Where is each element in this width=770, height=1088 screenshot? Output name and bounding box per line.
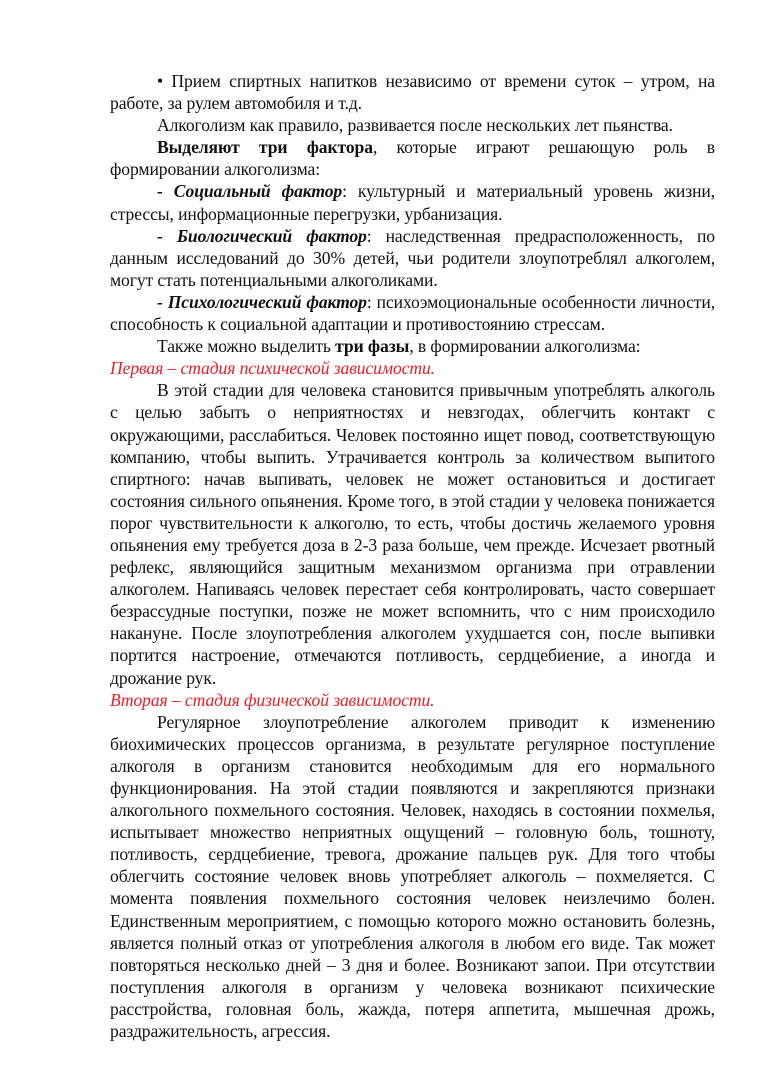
three-phases-post: , в формировании алкоголизма: — [409, 336, 641, 357]
stage-one-text: В этой стадии для человека становится привычным употреблять алкоголь с целью забыть о неприятностях и невзгодах, облегчить контакт с окружающими, расслабиться. Человек постоянно ищет повод, соответствующую компанию, чтобы выпить. Утрачивается контроль за количеством выпитого спиртного: начав выпивать, человек не может остановиться и достигает состояния сильного опьянения. Кроме того, в этой стадии у человека понижается порог чувствительности к алкоголю, то есть, чтобы достичь желаемого уровня опьянения ему требуется доза в 2-3 раза больше, чем прежде. Исчезает рвотный рефлекс, являющийся защитным механизмом организма при отравлении алкоголем. Напиваясь человек перестает себя контролировать, часто совершает безрассудные поступки, позже не может вспомнить, что с ним происходило накануне. После злоупотребления алкоголем ухудшается сон, после выпивки портится настроение, отмечаются потливость, сердцебиение, а иногда и дрожание рук. — [110, 380, 715, 688]
biological-factor-text: : наследственная предрасположенность, по данным исследований до 30% детей, чьи родители злоупотреблял алкоголем, могут стать потенциальными алкоголиками. — [110, 225, 715, 290]
paragraph-biological-factor — [110, 225, 715, 291]
paragraph-alcoholism-develops: Алкоголизм как правило, развивается после нескольких лет пьянства. — [157, 115, 673, 136]
psychological-factor-label: - Психологический фактор — [157, 291, 367, 312]
stage-one-heading: Первая – стадия психической зависимости. — [110, 358, 435, 379]
social-factor-text: : культурный и материальный уровень жизни, стрессы, информационные перегрузки, урбанизация. — [110, 181, 715, 224]
social-factor-label: - Социальный фактор — [157, 181, 343, 202]
paragraph-social-factor — [110, 180, 715, 224]
paragraph-psychological-factor — [110, 291, 715, 335]
stage-two-text: Регулярное злоупотребление алкоголем приводит к изменению биохимических процессов организма, в результате регулярное поступление алкоголя в организм становится необходимым для его нормального функционирования. На этой стадии появляются и закрепляются признаки алкогольного похмельного состояния. Человек, находясь в состоянии похмелья, испытывает множество неприятных ощущений – головную боль, тошноту, потливость, сердцебиение, тревога, дрожание пальцев рук. Для того чтобы облегчить состояние человек вновь употребляет алкоголь – похмеляется. С момента появления похмельного состояния человек неизлечимо болен. Единственным мероприятием, с помощью которого можно остановить болезнь, является полный отказ от употребления алкоголя в любом его виде. Так может повторяться несколько дней – 3 дня и более. Возникают запои. При отсутствии поступления алкоголя в организм у человека возникают психические расстройства, головная боль, жажда, потеря аппетита, мышечная дрожь, раздражительность, агрессия. — [110, 711, 715, 1042]
three-factors-bold: Выделяют три фактора — [157, 137, 373, 158]
biological-factor-label: - Биологический фактор — [157, 225, 367, 246]
paragraph-three-factors — [110, 136, 715, 180]
three-phases-bold: три фазы — [335, 336, 410, 357]
three-factors-rest: , которые играют решающую роль в формировании алкоголизма: — [110, 137, 715, 180]
document-page — [110, 70, 715, 1042]
paragraph-three-phases — [110, 335, 715, 357]
paragraph-drinking-anytime: • Прием спиртных напитков независимо от времени суток – утром, на работе, за рулем автомобиля и т.д. — [110, 71, 715, 114]
stage-two-heading: Вторая – стадия физической зависимости. — [110, 689, 435, 710]
psychological-factor-text: : психоэмоциональные особенности личности, способность к социальной адаптации и противостоянию стрессам. — [110, 291, 715, 335]
three-phases-pre: Также можно выделить — [157, 336, 336, 357]
